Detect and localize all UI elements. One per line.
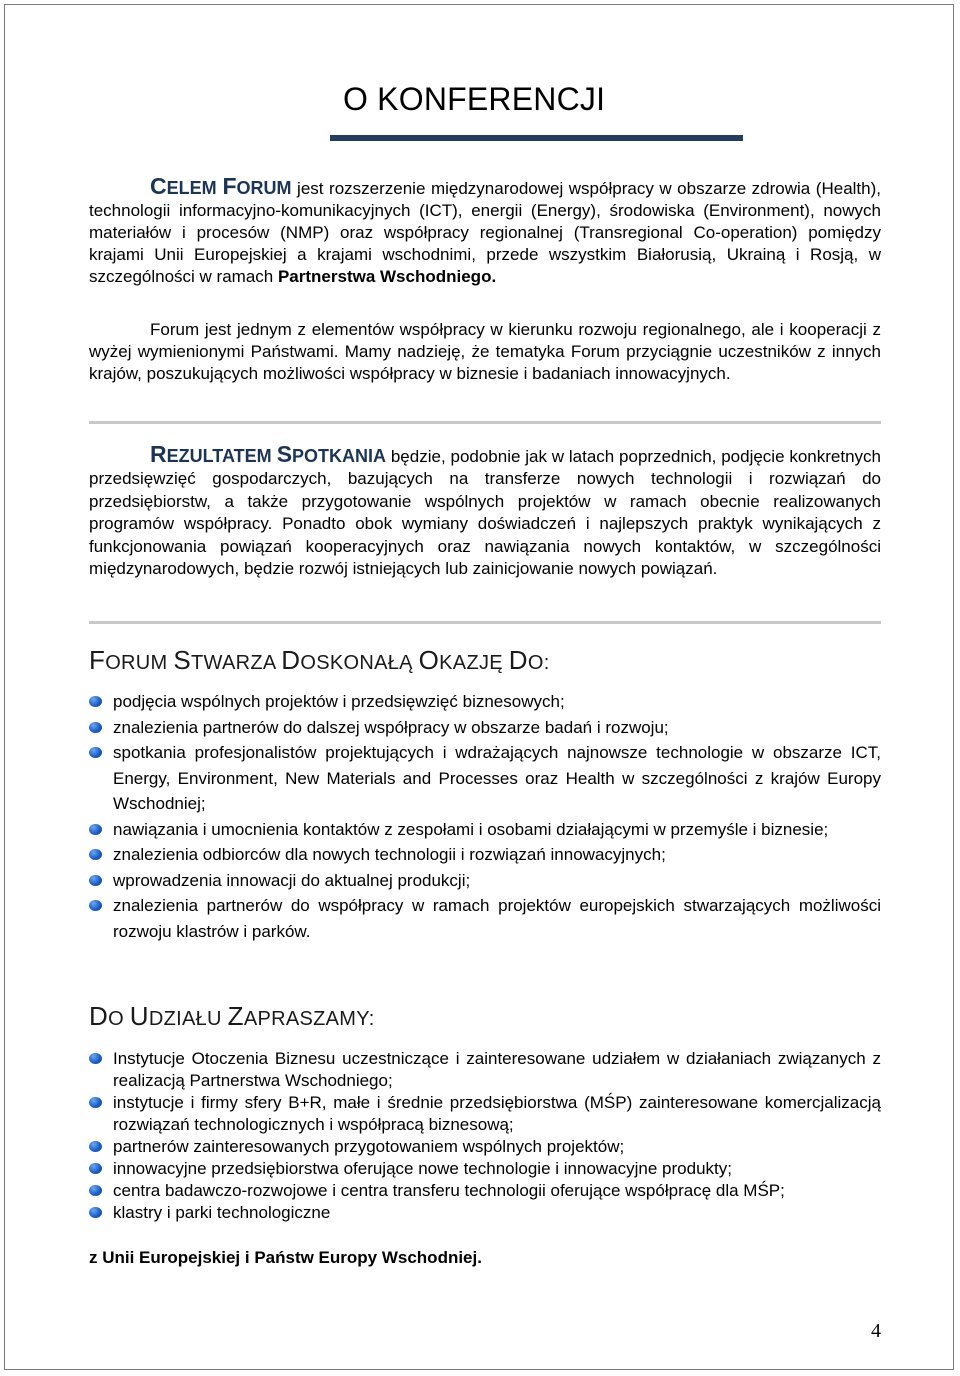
bullet-icon <box>89 900 102 911</box>
list-item: znalezienia partnerów do współpracy w ramach projektów europejskich stwarzających możliwości rozwoju klastrów i parków. <box>89 893 881 944</box>
list-item: innowacyjne przedsiębiorstwa oferujące nowe technologie i innowacyjne produkty; <box>89 1158 881 1180</box>
bullet-icon <box>89 696 102 707</box>
closing-line: z Unii Europejskiej i Państw Europy Wschodniej. <box>89 1248 482 1267</box>
list-item: podjęcia wspólnych projektów i przedsięwzięć biznesowych; <box>89 689 881 715</box>
page-number: 4 <box>871 1320 881 1342</box>
intro-bold-text: Partnerstwa Wschodniego. <box>277 267 497 286</box>
bullet-icon <box>89 1163 102 1174</box>
intro-paragraph <box>89 175 881 288</box>
list-item: klastry i parki technologiczne <box>89 1202 881 1224</box>
list-item: Instytucje Otoczenia Biznesu uczestniczące i zainteresowane udziałem w działaniach związanych z realizacją Partnerstwa Wschodniego; <box>89 1048 881 1092</box>
list-item: wprowadzenia innowacji do aktualnej produkcji; <box>89 868 881 894</box>
bullet-icon <box>89 722 102 733</box>
bullet-icon <box>89 747 102 758</box>
list-item: spotkania profesjonalistów projektujących i wdrażających najnowsze technologie w obszarze ICT, Energy, Environment, New Materials and Processes oraz Health w szczególności z krajów Europy Wschodniej; <box>89 740 881 817</box>
list-item: nawiązania i umocnienia kontaktów z zespołami i osobami działającymi w przemyśle i biznesie; <box>89 817 881 843</box>
bullet-icon <box>89 1141 102 1152</box>
title-underline <box>330 135 743 141</box>
bullet-icon <box>89 1185 102 1196</box>
list-item: instytucje i firmy sfery B+R, małe i średnie przedsiębiorstwa (MŚP) zainteresowane komercjalizacją rozwiązań technologicznych i współpracą biznesową; <box>89 1092 881 1136</box>
forum-opportunities-list <box>89 689 881 944</box>
section-heading-forum: FORUM STWARZA DOSKONAŁĄ OKAZJĘ DO: <box>89 645 550 675</box>
list-item: znalezienia partnerów do dalszej współpracy w obszarze badań i rozwoju; <box>89 715 881 741</box>
intro-text: jest rozszerzenie międzynarodowej współpracy w obszarze zdrowia (Health), technologii informacyjno-komunikacyjnych (ICT), energii (Energy), środowiska (Environment), nowych materiałów i procesów (NMP) oraz współpracy regionalnej (Transregional Co-operation) pomiędzy krajami Unii Europejskiej a krajami wschodnimi, przede wszystkim Białorusią, Ukrainą i Rosją, w szczególności w ramach <box>89 179 881 286</box>
list-item: znalezienia odbiorców dla nowych technologii i rozwiązań innowacyjnych; <box>89 842 881 868</box>
result-heading: REZULTATEM SPOTKANIA <box>150 441 387 467</box>
bullet-icon <box>89 1207 102 1218</box>
separator-1 <box>89 421 881 424</box>
document-page <box>4 4 954 1370</box>
intro-paragraph-2: Forum jest jednym z elementów współpracy w kierunku rozwoju regionalnego, ale i kooperacji z wyżej wymienionymi Państwami. Mamy nadzieję, że tematyka Forum przyciągnie uczestników z innych krajów, poszukujących możliwości współpracy w biznesie i badaniach innowacyjnych. <box>89 320 881 383</box>
bullet-icon <box>89 1053 102 1064</box>
invited-participants-list <box>89 1048 881 1224</box>
list-item: centra badawczo-rozwojowe i centra transferu technologii oferujące współpracę dla MŚP; <box>89 1180 881 1202</box>
list-item: partnerów zainteresowanych przygotowaniem wspólnych projektów; <box>89 1136 881 1158</box>
bullet-icon <box>89 824 102 835</box>
separator-2 <box>89 621 881 624</box>
bullet-icon <box>89 849 102 860</box>
page-title: O KONFERENCJI <box>343 81 606 117</box>
result-paragraph <box>89 443 881 580</box>
intro-heading: CELEM FORUM <box>150 173 292 199</box>
result-text: będzie, podobnie jak w latach poprzednich, podjęcie konkretnych przedsięwzięć gospodarczych, bazujących na transferze nowych technologii i rozwiązań do przedsiębiorstw, a także przygotowanie wspólnych projektów w ramach obecnie realizowanych programów współpracy. Ponadto obok wymiany doświadczeń i najlepszych praktyk wynikających z funkcjonowania powiązań kooperacyjnych oraz nawiązania nowych kontaktów, w szczególności międzynarodowych, będzie rozwój istniejących lub zainicjowanie nowych powiązań. <box>89 447 882 579</box>
bullet-icon <box>89 1097 102 1108</box>
bullet-icon <box>89 875 102 886</box>
section-heading-invitation: DO UDZIAŁU ZAPRASZAMY: <box>89 1001 375 1031</box>
